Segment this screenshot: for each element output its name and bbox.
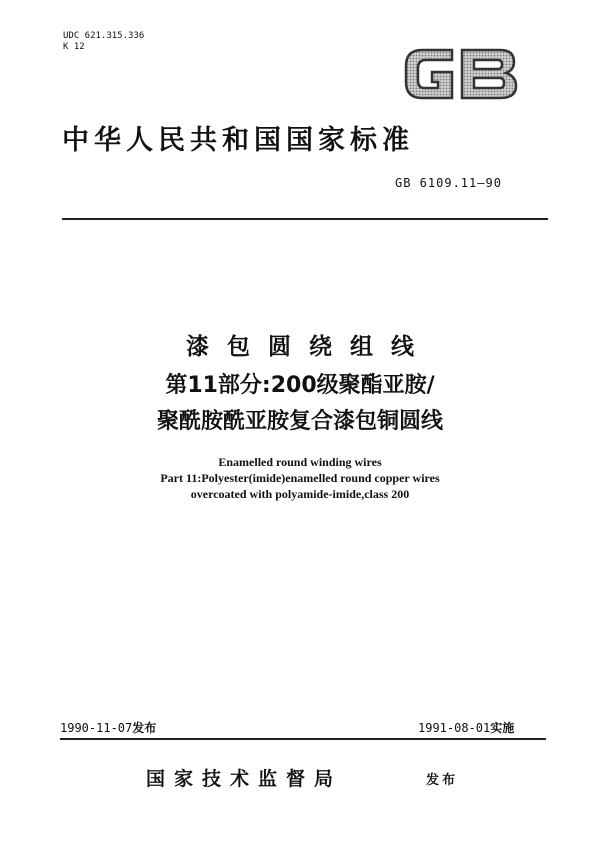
title-cn-line3: 聚酰胺酰亚胺复合漆包铜圆线 [156,409,443,434]
implementation-date [418,719,514,736]
udc-code: UDC 621.315.336 [63,31,145,41]
title-en-line1: Enamelled round winding wires [218,455,382,469]
national-standard-title: 中华人民共和国国家标准 [62,125,414,156]
category-code: K 12 [63,42,85,52]
implementation-date-value: 1991-08-01 [418,721,491,735]
udc-classification [63,31,144,53]
standard-number: GB 6109.11—90 [395,176,502,190]
title-en-line2: Part 11:Polyester(imide)enamelled round copper wires [160,471,440,485]
publish-label: 发布 [426,773,459,788]
footer-divider [60,738,546,740]
issue-label: 发布 [132,721,157,735]
issue-date-value: 1990-11-07 [60,721,133,735]
implementation-label: 实施 [490,721,515,735]
publisher-name: 国家技术监督局 [146,768,343,790]
issue-date [60,719,156,736]
gb-logo [400,42,520,104]
title-cn-line1: 漆包圆绕组线 [186,334,432,360]
title-cn-line2: 第11部分:200级聚酯亚胺/ [165,373,435,398]
header-divider [62,218,548,220]
title-en-line3: overcoated with polyamide-imide,class 200 [190,487,410,501]
